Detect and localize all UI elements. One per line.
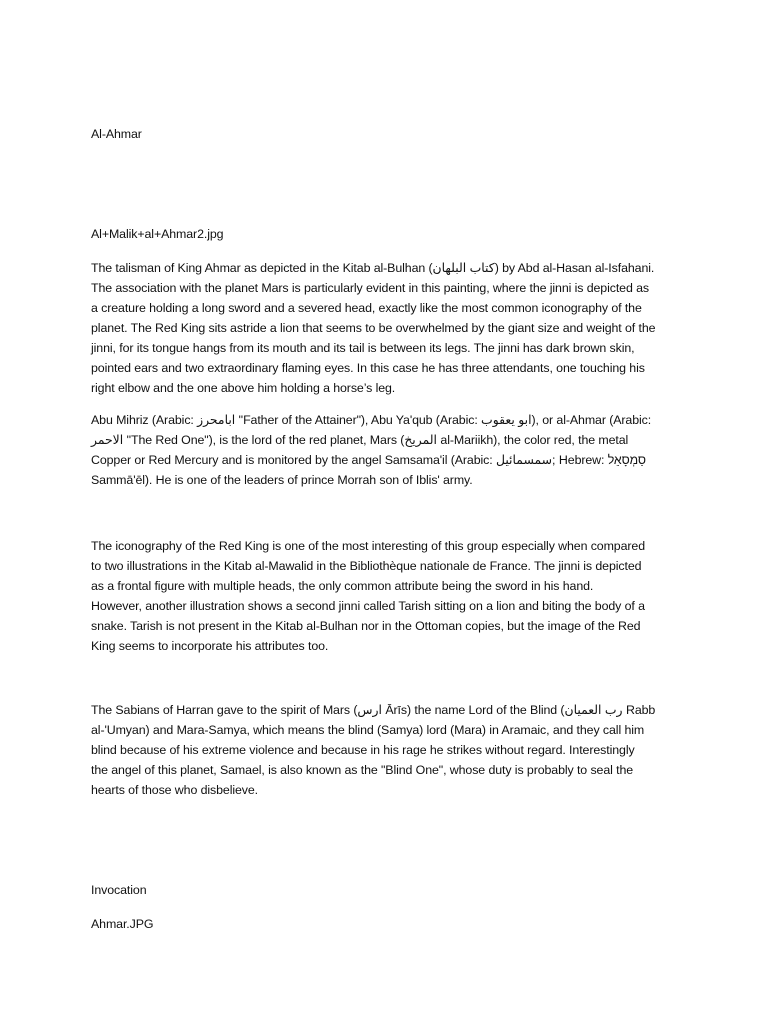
paragraph-line: Sammā'ēl). He is one of the leaders of prince Morrah son of Iblis' army. [91,473,473,487]
paragraph-line: Copper or Red Mercury and is monitored by the angel Samsama'il (Arabic: سمسمائيل; Hebrew: סַמְסָאֵל [91,453,646,467]
paragraph-line: right elbow and the one above him holding a horse’s leg. [91,381,396,395]
paragraph-iconography [91,536,681,656]
paragraph-line: King seems to incorporate his attributes too. [91,639,329,653]
paragraph-line: blind because of his extreme violence and because in his rage he strikes without regard. Interestingly [91,743,635,757]
paragraph-line: الاحمر "The Red One"), is the lord of the red planet, Mars (المريخ al-Mariikh), the color red, the metal [91,433,629,447]
paragraph-line: hearts of those who disbelieve. [91,783,259,797]
image-caption-1: Al+Malik+al+Ahmar2.jpg [91,227,224,241]
paragraph-line: The Sabians of Harran gave to the spirit of Mars (ارس Ārīs) the name Lord of the Blind (رب العميان Rabb [91,703,656,717]
paragraph-line: The association with the planet Mars is particularly evident in this painting, where the jinni is depicted as [91,281,649,295]
paragraph-line: the angel of this planet, Samael, is also known as the "Blind One", whose duty is probably to seal the [91,763,634,777]
paragraph-line: as a frontal figure with multiple heads, the only common attribute being the sword in his hand. [91,579,594,593]
paragraph-line: pointed ears and two extraordinary flaming eyes. In this case he has three attendants, one touching his [91,361,645,375]
document-heading: Al-Ahmar [91,127,142,141]
invocation-subheading: Invocation [91,883,147,897]
paragraph-line: The talisman of King Ahmar as depicted in the Kitab al-Bulhan (كتاب البلهان) by Abd al-Hasan al-Isfahani. [91,261,655,275]
paragraph-sabians [91,700,681,800]
paragraph-line: jinni, for its tongue hangs from its mouth and its tail is between its legs. The jinni has dark brown skin, [91,341,635,355]
image-caption-2: Ahmar.JPG [91,917,154,931]
paragraph-line: However, another illustration shows a second jinni called Tarish sitting on a lion and biting the body of a [91,599,645,613]
paragraph-talisman [91,258,681,398]
paragraph-line: The iconography of the Red King is one of the most interesting of this group especially when compared [91,539,646,553]
paragraph-line: snake. Tarish is not present in the Kitab al-Bulhan nor in the Ottoman copies, but the image of the Red [91,619,641,633]
paragraph-line: planet. The Red King sits astride a lion that seems to be overwhelmed by the giant size and weight of the [91,321,656,335]
paragraph-line: Abu Mihriz (Arabic: ابامحرز "Father of the Attainer"), Abu Ya'qub (Arabic: ابو يعقوب), or al-Ahmar (Arabic: [91,413,652,427]
paragraph-line: a creature holding a long sword and a severed head, exactly like the most common iconography of the [91,301,642,315]
paragraph-abu-mihriz [91,410,681,490]
paragraph-line: to two illustrations in the Kitab al-Mawalid in the Bibliothèque nationale de France. The jinni is depicted [91,559,642,573]
paragraph-line: al-'Umyan) and Mara-Samya, which means the blind (Samya) lord (Mara) in Aramaic, and they call him [91,723,645,737]
